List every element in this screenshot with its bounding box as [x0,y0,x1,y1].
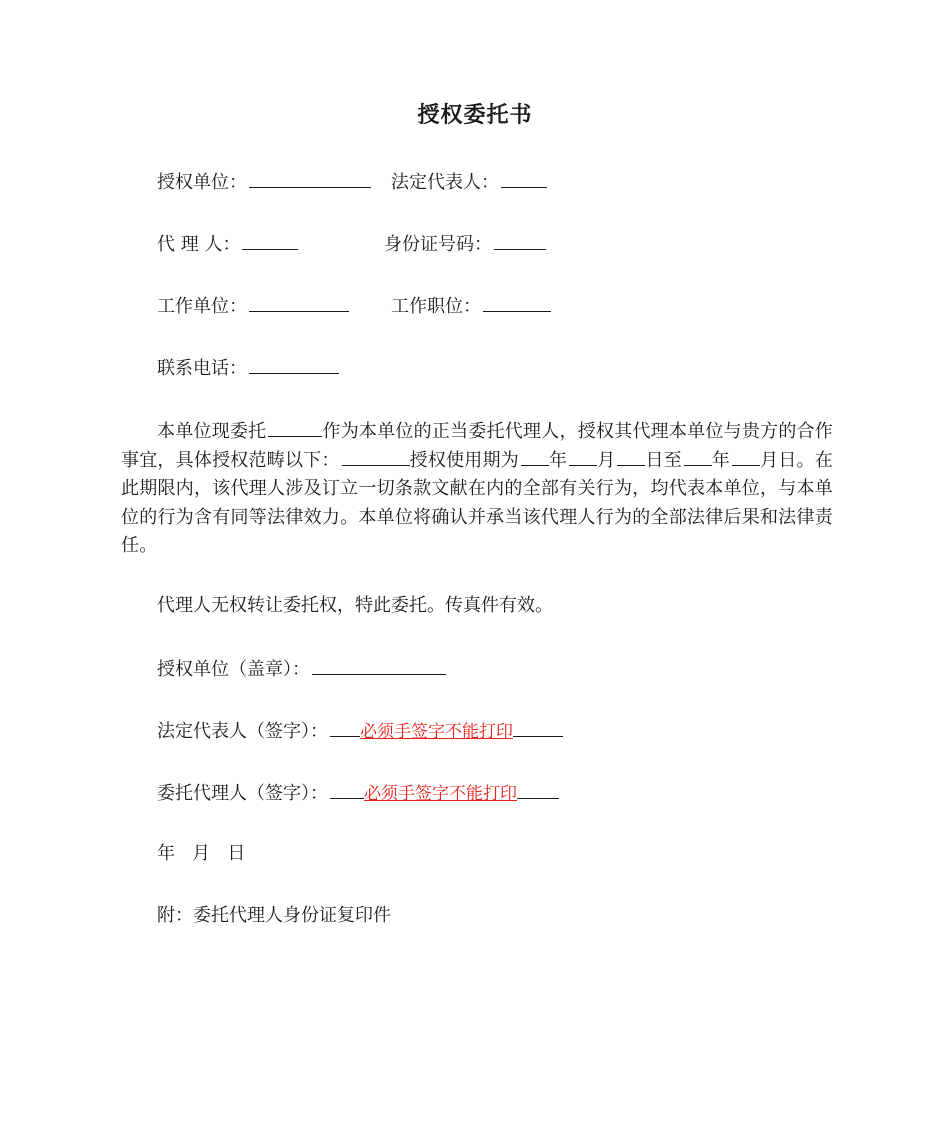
seal-blank [312,656,446,675]
id-number-label: 身份证号码： [384,234,492,255]
p1-month1: 月 [597,449,616,471]
p1-year2: 年 [711,449,731,471]
p1-text-b: 作为本单位的正当委托代理人，授权其代理本单位与贵方的合作事宜，具体授权范畴以下： [121,421,833,471]
agent-sign-note: 必须手签字不能打印 [364,784,517,804]
p1-text-d: 日。在此期限内，该代理人涉及订立一切条款文献在内的全部有关行为，均代表本单位，与本单位的行为含有同等法律效力。本单位将确认并承当该代理人行为的全部法律后果和法律责任。 [121,449,834,556]
phone-label: 联系电话： [157,358,247,379]
job-position-label: 工作职位： [391,296,481,317]
legal-rep-field [391,169,547,193]
legal-sign-note: 必须手签字不能打印 [360,722,513,742]
agent-sign-label: 委托代理人（签字）： [157,783,328,804]
agent-label: 代 理 人： [157,234,241,255]
month-to-blank [732,447,760,466]
work-unit-blank [249,293,349,312]
year-to-blank [684,447,712,466]
p1-month2: 月 [760,449,779,471]
p1-year1: 年 [548,449,568,471]
agent-sign-blank-left [330,780,364,799]
p1-text-c: 授权使用期为 [409,449,519,471]
agent-name-blank [268,418,322,437]
year-from-blank [521,447,549,466]
id-number-field [384,231,546,255]
legal-rep-blank [501,169,547,188]
p1-text-a: 本单位现委托 [157,421,267,442]
month-from-blank [569,447,597,466]
work-unit-label: 工作单位： [157,296,247,317]
auth-unit-blank [249,169,371,188]
agent-sign-blank-right [517,780,559,799]
attachment-note: 附：委托代理人身份证复印件 [157,905,391,926]
date-line: 年 月 日 [157,843,246,864]
scope-blank [342,447,410,466]
job-position-field [391,293,551,317]
auth-unit-field [157,169,371,193]
phone-field [157,355,339,379]
phone-blank [249,355,339,374]
no-transfer-paragraph: 代理人无权转让委托权，特此委托。传真件有效。 [157,595,553,616]
auth-unit-label: 授权单位： [157,172,247,193]
legal-sign-label: 法定代表人（签字）： [157,721,328,742]
p1-day1: 日至 [645,449,682,471]
legal-rep-label: 法定代表人： [391,172,499,193]
document-title: 授权委托书 [417,103,533,128]
day-from-blank [617,447,645,466]
id-number-blank [494,231,546,250]
seal-label: 授权单位（盖章）： [157,659,310,680]
work-unit-field [157,293,349,317]
legal-sign-field [157,718,563,742]
agent-blank [242,231,298,250]
job-position-blank [483,293,551,312]
seal-field [157,656,446,680]
authorization-paragraph [121,418,833,561]
legal-sign-blank-left [330,718,360,737]
agent-field [157,231,298,255]
agent-sign-field [157,780,559,804]
legal-sign-blank-right [513,718,563,737]
